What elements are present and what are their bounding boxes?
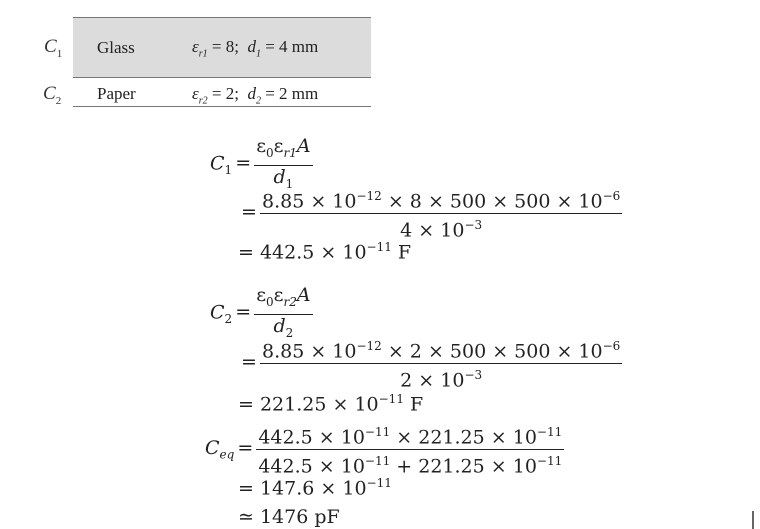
row1-material: Glass bbox=[97, 38, 135, 57]
text-cursor bbox=[752, 511, 754, 529]
ceq-intermediate: = $147.6 \times 10^{-11}$ bbox=[238, 476, 392, 500]
row1-params: $\varepsilon_{r1} = 8$; $d_1 = 4$ mm bbox=[192, 37, 319, 60]
c2-result: = $221.25 \times 10^{-11}$ F bbox=[238, 392, 424, 416]
c1-result: = $442.5 \times 10^{-11}$ F bbox=[238, 240, 412, 264]
row2-material: Paper bbox=[97, 84, 136, 103]
ceq-final: ≃ 1476 pF bbox=[238, 506, 340, 528]
row2-params: $\varepsilon_{r2} = 2$; $d_2 = 2$ mm bbox=[192, 84, 319, 107]
c1-substitution: = $\frac{8.85 \times 10^{-12} \times 8 \times 500 \times 500 \times 10^{-6}}{4 \times 10^{-3}}$ bbox=[238, 184, 622, 242]
c2-definition: $C_2$ = $\frac{\varepsilon_0\varepsilon_{r2}A}{d_2}$ bbox=[210, 284, 311, 340]
row1-cap-label: $C_1$ bbox=[44, 36, 63, 60]
ceq-definition: $C_{eq}$ = $\frac{442.5 \times 10^{-11} \times 221.25 \times 10^{-11}}{442.5 \times 10^{-11} + 221.25 \times 10^{-11}}$ bbox=[205, 420, 564, 478]
c1-definition: $C_1$ = $\frac{\varepsilon_0\varepsilon_{r1}A}{d_1}$ bbox=[210, 135, 311, 191]
c2-substitution: = $\frac{8.85 \times 10^{-12} \times 2 \times 500 \times 500 \times 10^{-6}}{2 \times 10^{-3}}$ bbox=[238, 334, 622, 392]
row2-cap-label: $C_2$ bbox=[43, 83, 62, 107]
